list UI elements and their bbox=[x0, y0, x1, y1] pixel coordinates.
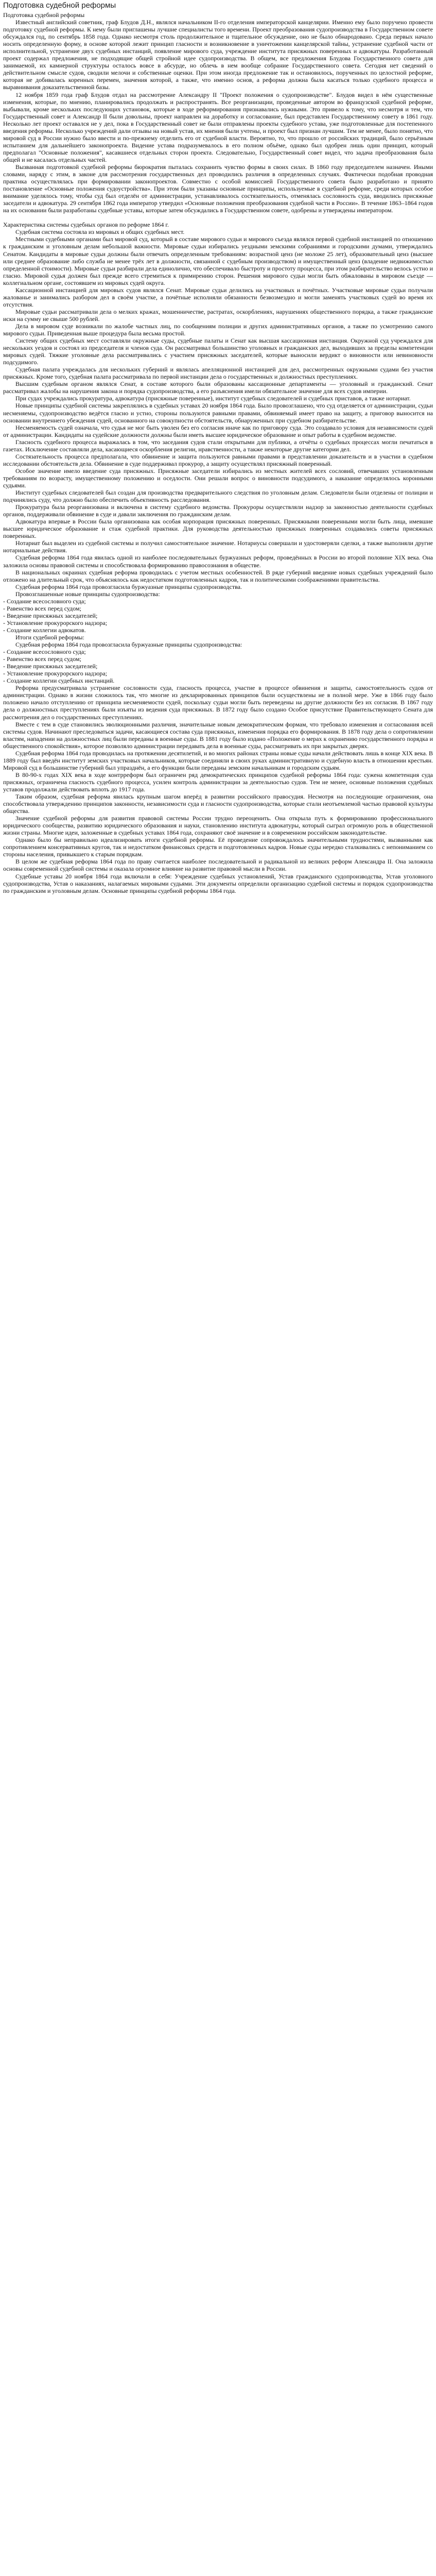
list-item: - Установление прокурорского надзора; bbox=[3, 670, 108, 677]
paragraph: Мировые судьи рассматривали дела о мелких кражах, мошенничестве, растратах, оскорблениях, нарушениях общественного порядка, а также гражданские иски на сумму не свыше 500 рублей. bbox=[3, 308, 433, 323]
page-subtitle: Подготовка судебной реформы bbox=[3, 11, 85, 19]
list-item: - Равенство всех перед судом; bbox=[3, 655, 81, 663]
list-item: - Равенство всех перед судом; bbox=[3, 604, 81, 612]
paragraph: Несменяемость судей означала, что судья не мог быть уволен без его согласия иначе как по приговору суда. Это создавало условия для независимости судей от администрации. Кандидаты на судейские должности должны были иметь высшее юридическое образование и опыт работы в судебном ведомстве. bbox=[3, 423, 433, 438]
article-section bbox=[3, 634, 433, 684]
paragraph: Гласность судебного процесса выражалась в том, что заседания судов стали открытыми для публики, а отчёты о судебных процессах могли печататься в газетах. Исключение составляли дела, касающиеся оскорбления религии, нравственности, а также некоторые другие категории дел. bbox=[3, 438, 433, 453]
article-section bbox=[3, 590, 433, 634]
article-section bbox=[3, 569, 433, 590]
page-title: Подготовка судебной реформы bbox=[3, 1, 116, 10]
paragraph: Дела в мировом суде возникали по жалобе частных лиц, по сообщениям полиции и других административных органов, а также по усмотрению самого мирового судьи. Приведенная выше процедура была весьма простой. bbox=[3, 322, 433, 337]
paragraph: В национальных окраинах судебная реформа проводилась с учетом местных особенностей. В ряде губерний введение новых судебных учреждений было отложено на длительный срок, что объяснялось как недостатком подготовленных кадров, так и политическими соображениями правительства. bbox=[3, 568, 433, 583]
paragraph: Местными судебными органами был мировой суд, который в составе мирового судьи и мирового съезда являлся первой судебной инстанцией по отношению к гражданским и уголовным делам небольшой важности. Мировые судьи избирались уездными земскими собраниями и городскими думами, утверждались Сенатом. Кандидаты в мировые судьи должны были отвечать определенным требованиям: возрастной ценз (не моложе 25 лет), образовательный ценз (высшее или среднее образование либо служба не менее трёх лет в должности, связанной с судебным производством) и имущественный ценз (владение недвижимостью определенной стоимости). Мировые судьи разбирали дела единолично, что обеспечивало быстроту и простоту процесса, при этом разбирательство велось устно и гласно. Мировой судья должен был прежде всего стремиться к примирению сторон. Решения мирового судьи могли быть обжалованы в мировом съезде — коллегиальном органе, состоявшем из мировых судей округа. bbox=[3, 235, 433, 286]
paragraph: Судебная реформа 1864 года явилась одной из наиболее последовательных буржуазных реформ, проведённых в России во второй половине XIX века. Она заложила основы правовой системы и способствовала формированию правосознания в обществе. bbox=[3, 554, 433, 569]
paragraph: Итоги судебной реформы: bbox=[15, 633, 84, 641]
paragraph: 12 ноября 1859 года граф Блудов отдал на рассмотрение Александру II "Проект положения о судопроизводстве". Блудов видел в нём существенные изменения, которые, по мнению, планировались продолжать и распространять. Все реорганизации, проведенные автором во французской судебной реформе, выбывали, кроме нескольких последующих установок, которые в ходе реформирования признавались нужными. Это привело к тому, что несмотря и тем, что Государственный совет и Александр II были довольны, проект направлен на доработку и согласование, был представлен Государственному совету в 1861 году. Несколько лет проект оставался не у дел, пока в Государственный совет не были отправлены проекты судебного устава, уже подготовленные для постепенного введения реформы. Несколько учреждений дали отзывы на новый устав, их мнения были учтены, и проект был признан лучшим. Тем не менее, было понятно, что мировой суд в России нужно было ввести и по-прежнему отделить его от судебной власти. Вероятно, то, что прошло от российских традиций, было серьёзным испытанием для дальнейшего законопроекта. Видение устава подразумевалось в его полном объёме, однако был одобрен лишь один принцип, который предполагал "Основные положения", касавшиеся отдельных сторон проекта. Следовательно, Государственный совет видел, что задача преобразования была общей и не касалась отдельных частей. bbox=[3, 91, 433, 163]
paragraph: Судебная система состояла из мировых и общих судебных мест. bbox=[15, 228, 185, 236]
paragraph: Таким образом, судебная реформа явилась крупным шагом вперёд в развитии российского правосудия. Несмотря на последующие ограничения, она способствовала утверждению принципов законности, независимости суда и гласности судопроизводства, которые стали неотъемлемой частью правовой культуры общества. bbox=[3, 793, 433, 815]
list-item: - Установление прокурорского надзора; bbox=[3, 619, 108, 626]
paragraph: Судебная реформа 1864 года проводилась на протяжении десятилетий, и во многих районах страны новые суды начали действовать лишь в конце XIX века. В 1889 году был введён институт земских участковых начальников, которые соединяли в своих руках административную и судебную власть в отношении крестьян. Мировой суд в большинстве губерний был упразднён, а его функции были переданы земским начальникам и городским судьям. bbox=[3, 749, 433, 771]
paragraph: Новые принципы судебной системы закреплялись в судебных уставах 20 ноября 1864 года. Было провозглашено, что суд отделяется от администрации, судьи несменяемы, судопроизводство ведётся гласно и устно, стороны пользуются равными правами, обвиняемый имеет право на защиту, а приговор выносится на основании внутреннего убеждения судей, основанного на совокупности обстоятельств, обнаруженных при судебном разбирательстве. bbox=[3, 402, 433, 424]
paragraph: Судебные уставы 20 ноября 1864 года включали в себя: Учреждение судебных установлений, Устав гражданского судопроизводства, Устав уголовного судопроизводства, Устав о наказаниях, налагаемых мировыми судьями. Эти документы определили организацию судебной системы и порядок судопроизводства по гражданским и уголовным делам. Основные принципы судебной реформы 1864 года. bbox=[3, 872, 433, 894]
list-item: - Введение присяжных заседателей; bbox=[3, 663, 98, 670]
article-section bbox=[3, 19, 433, 214]
paragraph: Однако было бы неправильно идеализировать итоги судебной реформы. Её проведение сопровождалось значительными трудностями, вызванными как сопротивлением консервативных кругов, так и недостатком финансовых средств и подготовленных кадров. Новые суды нередко сталкивались с непониманием со стороны населения, привыкшего к старым порядкам. bbox=[3, 836, 433, 858]
paragraph: Особое значение имело введение суда присяжных. Присяжные заседатели избирались из местных жителей всех сословий, отвечавших установленным требованиям по возрасту, имущественному положению и оседлости. Они решали вопрос о виновности подсудимого, а наказание определялось коронными судьями. bbox=[3, 467, 433, 489]
article-section bbox=[3, 684, 433, 894]
paragraph: Прокуратура была реорганизована и включена в систему судебного ведомства. Прокуроры осуществляли надзор за законностью деятельности судебных органов, поддерживали обвинение в суде и давали заключения по гражданским делам. bbox=[3, 503, 433, 518]
paragraph: Вместе с тем в суде становились эволюционными различия, значительные новым демократическим формам, что требовало изменения и согласования всей системы судов. Начинают преследоваться задачи, касающиеся состава суда присяжных, изменения порядка его формирования. В 1878 году дела о сопротивлении властям, нападении на должностных лиц были переданы в военные суды. В 1881 году было издано «Положение о мерах к охранению государственного порядка и общественного спокойствия», которое позволяло администрации передавать дела в военные суды, рассматривать их при закрытых дверях. bbox=[3, 720, 433, 750]
section-heading: Характеристика системы судебных органов по реформе 1864 г. bbox=[3, 221, 169, 229]
list-item: - Введение присяжных заседателей; bbox=[3, 612, 98, 619]
paragraph: Адвокатура впервые в России была организована как особая корпорация присяжных поверенных. Присяжными поверенными могли быть лица, имевшие высшее юридическое образование и стаж судебной практики. Для руководства деятельностью присяжных поверенных создавались советы присяжных поверенных. bbox=[3, 518, 433, 540]
paragraph: При судах учреждались прокуратура, адвокатура (присяжные поверенные), институт судебных следователей и судебных приставов, а также нотариат. bbox=[15, 395, 411, 402]
list-item: - Создание всесословного суда; bbox=[3, 648, 86, 656]
paragraph: Кассационной инстанцией для мировых судов являлся Сенат. Мировые судьи делились на участковых и почётных. Участковые мировые судьи получали жалованье и занимались разбором дел в своём участке, а почётные исполняли обязанности безвозмездно и могли заменять участковых судей во время их отсутствия. bbox=[3, 286, 433, 308]
paragraph: Высшим судебным органом являлся Сенат, в составе которого были образованы кассационные департаменты — уголовный и гражданский. Сенат рассматривал жалобы на нарушения закона и порядка судопроизводства, а его разъяснения имели обязательное значение для всех судов империи. bbox=[3, 380, 433, 395]
paragraph: Нотариат был выделен из судебной системы и получил самостоятельное значение. Нотариусы совершали и удостоверяли сделки, а также выполняли другие нотариальные действия. bbox=[3, 539, 433, 554]
paragraph: В целом же судебная реформа 1864 года по праву считается наиболее последовательной и радикальной из великих реформ Александра II. Она заложила основы современной судебной системы и оказала огромное влияние на развитие правовой мысли в России. bbox=[3, 858, 433, 873]
paragraph: Судебная реформа 1864 года провозгласила буржуазные принципы судопроизводства: bbox=[15, 641, 242, 649]
article-body bbox=[3, 19, 433, 894]
article-section bbox=[3, 221, 433, 402]
paragraph: Реформа предусматривала устранение сословности суда, гласность процесса, участие в процессе обвинения и защиты, самостоятельность судов от администрации. Однако в жизни сложилось так, что многие из декларированных принципов были осуществлены не в полной мере. Уже в 1866 году было положено начало отступлению от принципа несменяемости судей, поскольку судьи могли быть переведены на другие должности без их согласия. В 1867 году дела о должностных преступлениях были изъяты из ведения суда присяжных. В 1872 году было создано Особое присутствие Правительствующего Сената для рассмотрения дел о государственных преступлениях. bbox=[3, 684, 433, 721]
paragraph: Систему общих судебных мест составляли окружные суды, судебные палаты и Сенат как высшая кассационная инстанция. Окружной суд учреждался для нескольких уездов и состоял из председателя и членов суда. Он рассматривал большинство уголовных и гражданских дел, выходивших за пределы компетенции мировых судей. Тяжкие уголовные дела рассматривались с участием присяжных заседателей, которые выносили вердикт о виновности или невиновности подсудимого. bbox=[3, 337, 433, 366]
paragraph: Состязательность процесса предполагала, что обвинение и защита пользуются равными правами в представлении доказательств и в участии в судебном исследовании обстоятельств дела. Обвинение в суде поддерживал прокурор, а защиту осуществлял присяжный поверенный. bbox=[3, 452, 433, 467]
document-page bbox=[0, 0, 436, 899]
paragraph: Судебная палата учреждалась для нескольких губерний и являлась апелляционной инстанцией для дел, рассмотренных окружными судами без участия присяжных. Кроме того, судебная палата рассматривала по первой инстанции дела о государственных и должностных преступлениях. bbox=[3, 366, 433, 381]
paragraph: Значение судебной реформы для развития правовой системы России трудно переоценить. Она открыла путь к формированию профессионального юридического сообщества, развитию юридического образования и науки, становлению института адвокатуры, который сыграл огромную роль в общественной жизни страны. Многие идеи, заложенные в судебных уставах 1864 года, сохраняют своё значение и в современном российском законодательстве. bbox=[3, 815, 433, 837]
paragraph: В 80-90-х годах XIX века в ходе контрреформ был ограничен ряд демократических принципов судебной реформы 1864 года: сужена компетенция суда присяжных, ограничена гласность судебного процесса, усилен контроль администрации за деятельностью судов. Тем не менее, основные положения судебных уставов продолжали действовать вплоть до 1917 года. bbox=[3, 771, 433, 793]
article-section bbox=[3, 402, 433, 568]
list-item: - Создание коллегии адвокатов. bbox=[3, 626, 86, 634]
list-item: - Создание коллегии судебных инстанций. bbox=[3, 677, 115, 685]
paragraph: Провозглашенные новые принципы судопроизводства: bbox=[15, 590, 160, 598]
paragraph: Известный английский советник, граф Блудов Д.Н., являлся начальником II-го отделения императорской канцелярии. Именно ему было поручено провести подготовку судебной реформы. К нему были приглашены лучшие специалисты того времени. Проект преобразования судопроизводства в Государственном совете обсуждался год, по сентябрь 1858 года. Однако несмотря столь продолжительное и тщательное обсуждение, оно не было обнародовано. Среда первых начало носить определенную форму, в основе которой лежит принцип гласности и возникновение в уничтожении канцелярской тайны, устранение судебной части от исполнительной, устранение двух судебных инстанций, появление мирового суда, учреждение института присяжных поверенных и адвокатуры. Разработанный проект содержал предложения, не подходящие общей стройной идее судопроизводства. В общем, все предложения Блудова Государственного совета для занимаемой, их камнерной структуры осталось вовсе в абсурде, но облечь в нем вообще собрание Государственного совета. Сегодня нет сведений о действительном смысле судов, сводили мелочи и собственные оценки. При этом иногда предложение так и остановилось, порученных по целостной реформе, которая не добивалась коренных перемен, значения которой, а также, что именно основ, а реформа должна была касаться только судебного процесса и выравнивания доказательственной базы. bbox=[3, 19, 433, 91]
list-item: - Создание всесословного суда; bbox=[3, 597, 86, 605]
paragraph: Судебная реформа 1864 года провозгласила буржуазные принципы судопроизводства. bbox=[15, 583, 242, 590]
paragraph: Институт судебных следователей был создан для производства предварительного следствия по уголовным делам. Следователи были отделены от полиции и подчинялись суду, что должно было обеспечить объективность расследования. bbox=[3, 489, 433, 504]
paragraph: Вызванная подготовкой судебной реформы бюрократия пыталась сохранить чувство формы в своих силах. В 1860 году председателем назначен. Иными словами, наряду с этим, в законе для рассмотрения государственных дел проводились различия в определенных случаях. Фактически подобная проводная практика осуществлялась при формировании законопроектов. Совместно с особой комиссией Государственного совета было разработано и принято постановление «Основные положения судоустройства». При этом были указаны основные принципы, используемые в судебной реформе, среди которых особое внимание уделялось тому, чтобы суд был отделён от администрации, устанавливалось состязательность, отменялась сословность суда, вводились присяжные заседатели и адвокатура. 29 сентября 1862 года император утвердил «Основные положения преобразования судебной части в России». В течение 1863–1864 годов на их основании были разработаны судебные уставы, которые затем обсуждались в Государственном совете, одобрены и утверждены императором. bbox=[3, 163, 433, 214]
